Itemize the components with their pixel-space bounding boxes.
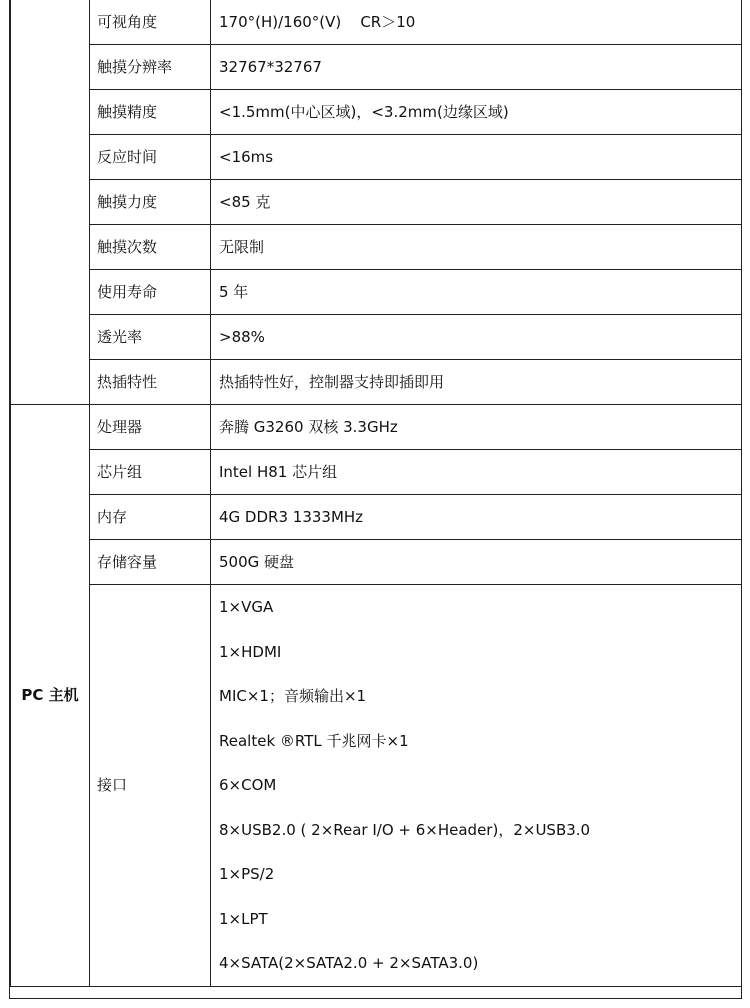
interface-item: 6×COM [219,776,277,794]
spec-label: 存储容量 [90,540,211,585]
spec-label: 反应时间 [90,135,211,180]
interface-item: 1×HDMI [219,642,282,661]
interface-item: 1×VGA [219,598,274,616]
spec-sheet [9,0,742,999]
interface-item: 4×SATA(2×SATA2.0 + 2×SATA3.0) [219,954,479,972]
table-row [11,585,742,987]
spec-value: 170°(H)/160°(V) CR＞10 [211,0,742,45]
interface-item: Realtek ®RTL 千兆网卡×1 [219,731,409,750]
spec-label: 芯片组 [90,450,211,495]
table-row [11,45,742,90]
group-cell-pc: PC 主机 [11,405,90,987]
spec-label: 透光率 [90,315,211,360]
spec-value: 4G DDR3 1333MHz [211,495,742,540]
table-row [11,135,742,180]
interface-item: MIC×1；音频输出×1 [219,687,367,705]
spec-value: <16ms [211,135,742,180]
spec-value: 32767*32767 [211,45,742,90]
table-row [11,270,742,315]
table-row [11,90,742,135]
interface-item: 8×USB2.0 ( 2×Rear I/O + 6×Header)，2×USB3.0 [219,820,591,839]
table-row [11,0,742,45]
spec-value: 奔腾 G3260 双核 3.3GHz [211,405,742,450]
spec-table [10,0,742,987]
table-row [11,360,742,405]
spec-label: 内存 [90,495,211,540]
table-row [11,405,742,450]
spec-value: 无限制 [211,225,742,270]
spec-value: <85 克 [211,180,742,225]
spec-label-interfaces: 接口 [90,585,211,987]
spec-value: <1.5mm(中心区域)，<3.2mm(边缘区域) [211,90,742,135]
spec-value: Intel H81 芯片组 [211,450,742,495]
table-row [11,495,742,540]
spec-value: 500G 硬盘 [211,540,742,585]
spec-value: >88% [211,315,742,360]
interface-list [211,585,742,987]
spec-value: 热插特性好，控制器支持即插即用 [211,360,742,405]
spec-label: 触摸精度 [90,90,211,135]
spec-label: 处理器 [90,405,211,450]
table-row [11,450,742,495]
spec-label: 热插特性 [90,360,211,405]
spec-label: 触摸力度 [90,180,211,225]
interface-item: 1×LPT [219,909,268,928]
spec-label: 可视角度 [90,0,211,45]
spec-label: 触摸分辨率 [90,45,211,90]
interface-item: 1×PS/2 [219,865,275,883]
spec-value: 5 年 [211,270,742,315]
table-row [11,315,742,360]
spec-label: 使用寿命 [90,270,211,315]
table-row [11,180,742,225]
table-row [11,225,742,270]
table-row [11,540,742,585]
group-cell-display [11,0,90,405]
spec-label: 触摸次数 [90,225,211,270]
